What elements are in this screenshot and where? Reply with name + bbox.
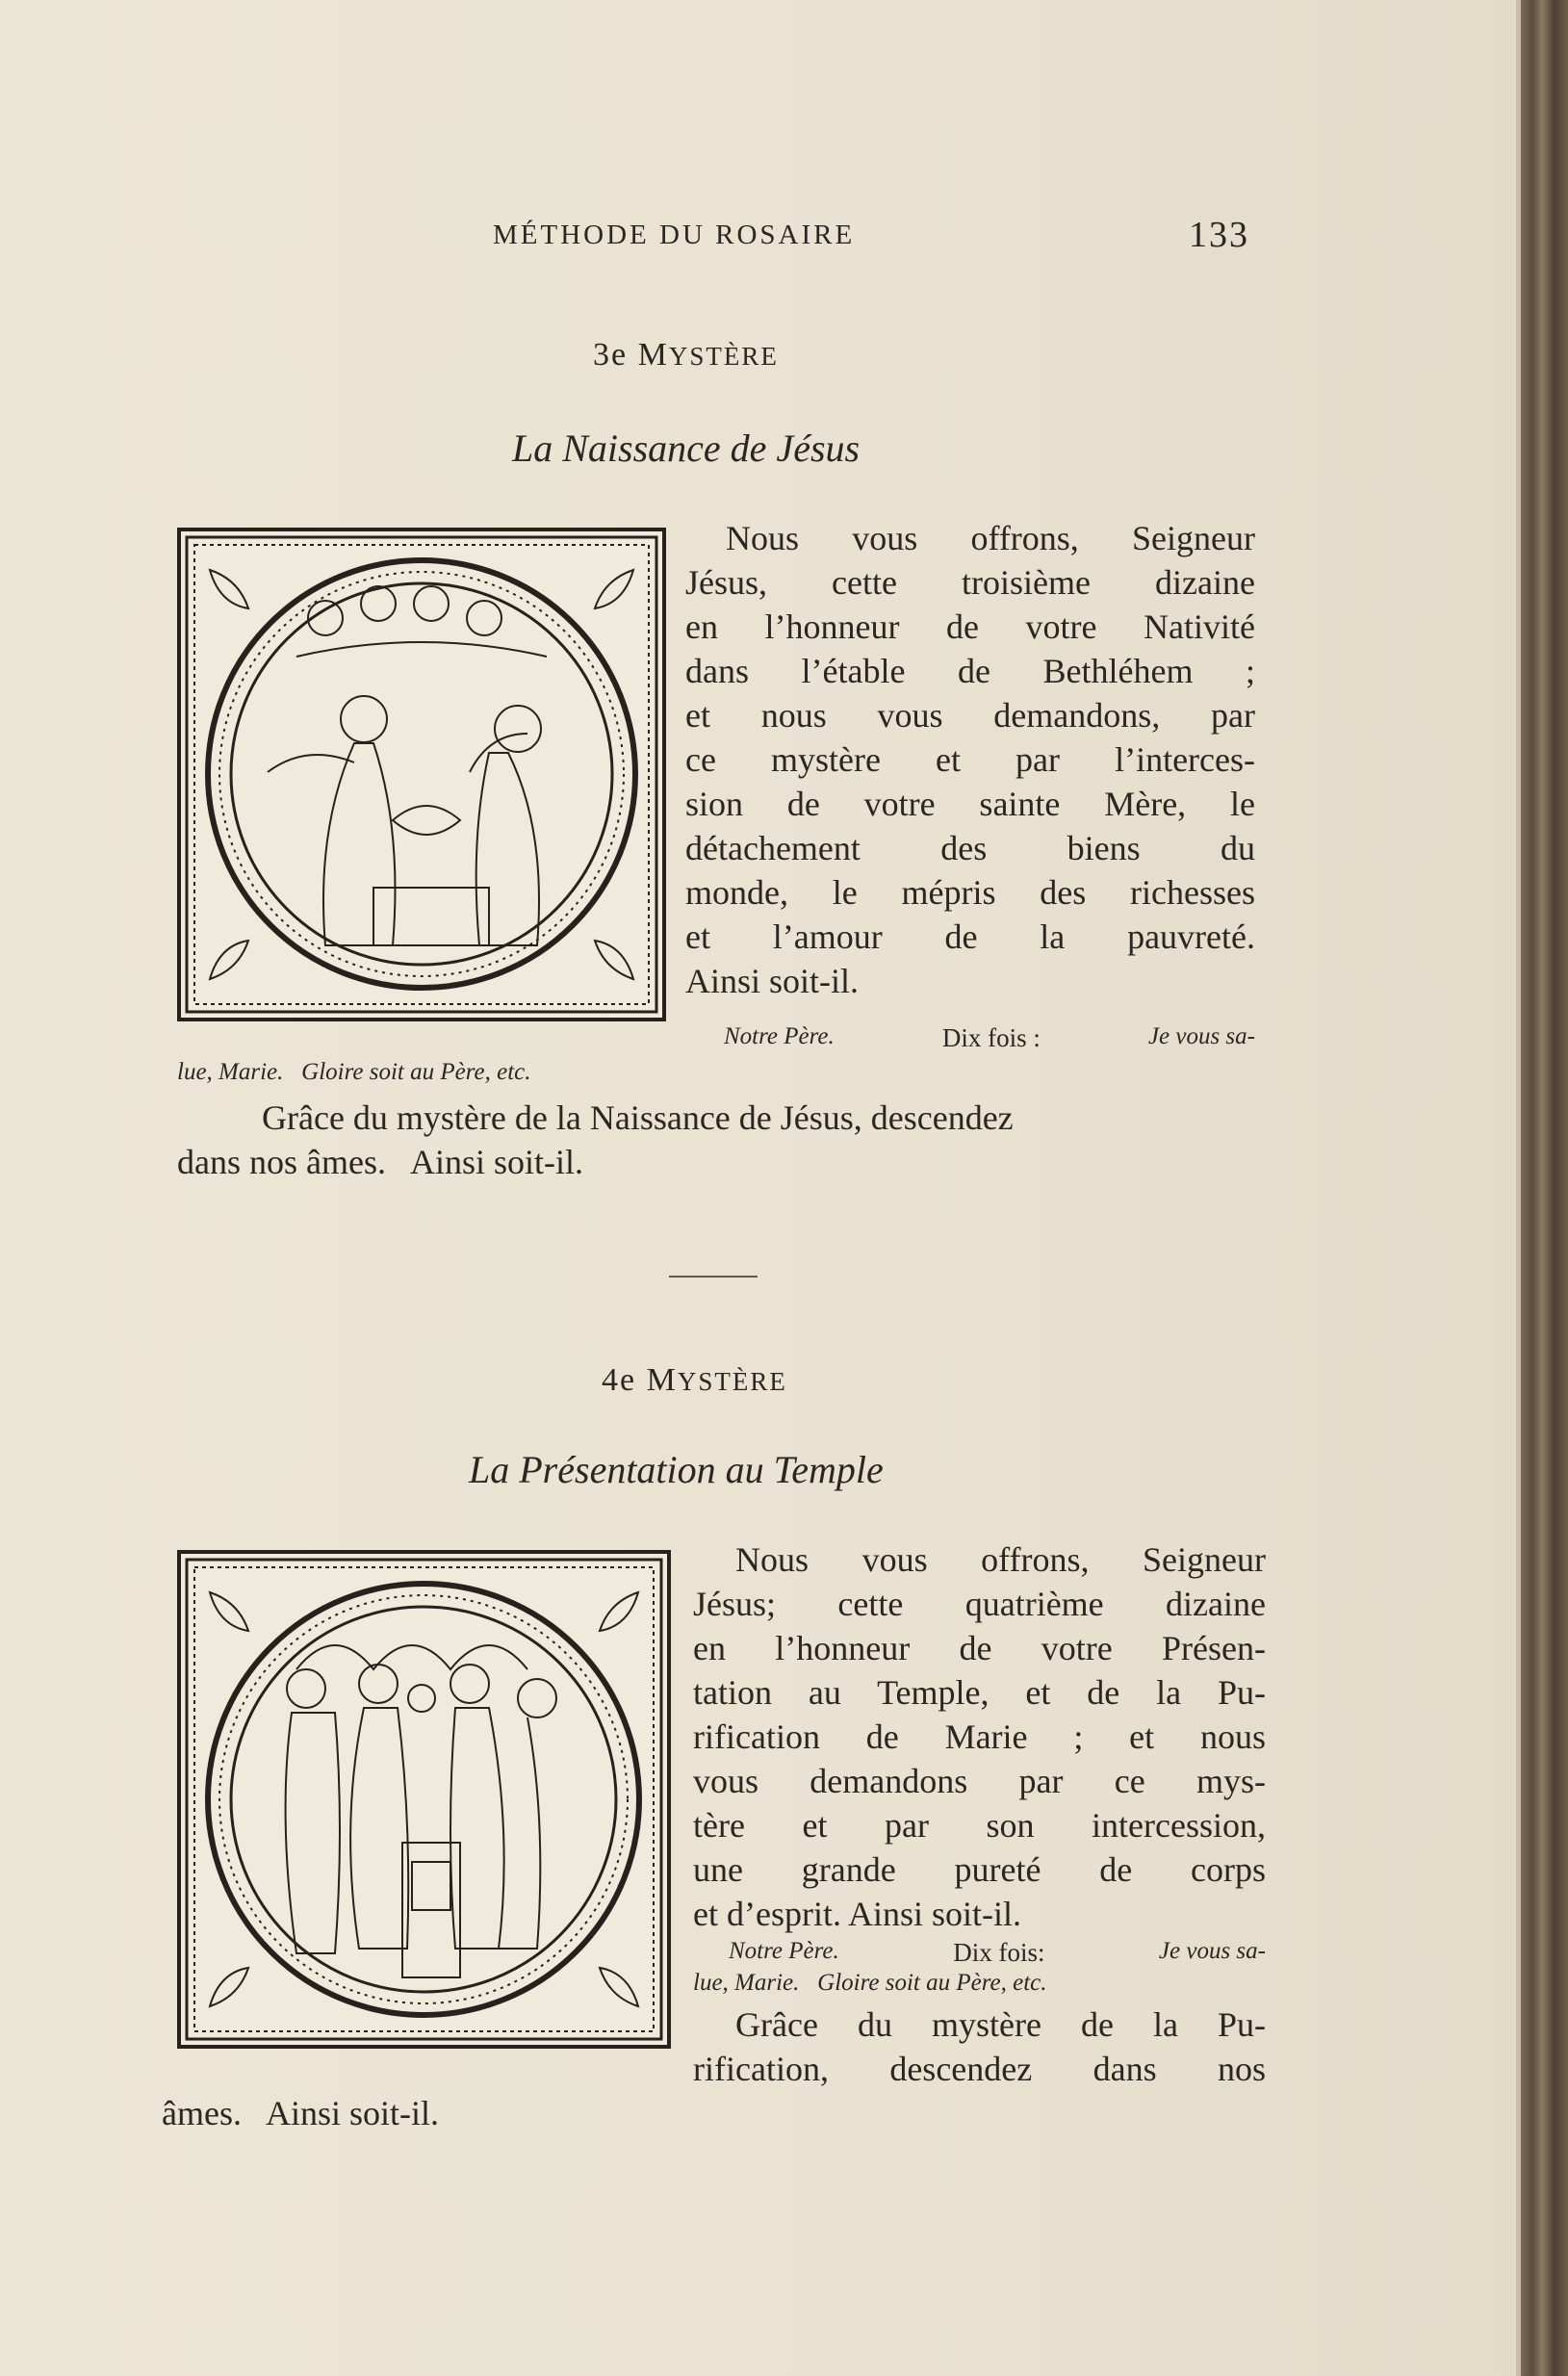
prayer-line: sion de votre sainte Mère, le — [685, 785, 1255, 823]
prayer-line: tère et par son intercession, — [693, 1806, 1266, 1845]
mystery-4-rubric-2: lue, Marie. Gloire soit au Père, etc. — [693, 1970, 1047, 1996]
presentation-woodcut — [177, 1550, 671, 2049]
prayer-line: en l’honneur de votre Nativité — [685, 607, 1255, 646]
page-number: 133 — [1189, 215, 1249, 255]
prayer-line: en l’honneur de votre Présen- — [693, 1629, 1266, 1667]
mystery-3-label: MYSTÈRE — [637, 337, 779, 373]
nativity-woodcut — [177, 528, 666, 1021]
prayer-line: détachement des biens du — [685, 829, 1255, 867]
prayer-line: Jésus, cette troisième dizaine — [685, 563, 1255, 602]
prayer-line: dans l’étable de Bethléhem ; — [685, 652, 1255, 690]
mystery-3-number: 3e — [593, 337, 629, 373]
mystery-4-label: MYSTÈRE — [646, 1362, 787, 1398]
mystery-3-rubric-2: lue, Marie. Gloire soit au Père, etc. — [177, 1059, 531, 1085]
prayer-line: rification de Marie ; et nous — [693, 1717, 1266, 1756]
mystery-4-prayer — [693, 1537, 1266, 1936]
prayer-line: une grande pureté de corps — [693, 1850, 1266, 1889]
prayer-line: ce mystère et par l’interces- — [685, 740, 1255, 779]
prayer-line: Nous vous offrons, Seigneur — [726, 519, 1255, 557]
prayer-line: Nous vous offrons, Seigneur — [735, 1540, 1266, 1579]
prayer-line: vous demandons par ce mys- — [693, 1762, 1266, 1800]
mystery-4-heading — [602, 1362, 787, 1399]
prayer-line: et l’amour de la pauvreté. — [685, 917, 1255, 956]
mystery-4-number: 4e — [602, 1362, 637, 1398]
prayer-line: et d’esprit. Ainsi soit-il. — [693, 1895, 1021, 1933]
mystery-3-title: La Naissance de Jésus — [512, 426, 861, 470]
mystery-4-title: La Présentation au Temple — [469, 1448, 884, 1491]
mystery-3-grace: Grâce du mystère de la Naissance de Jésus, descendez dans nos âmes. Ainsi soit-il. — [177, 1098, 1014, 1181]
mystery-3-prayer — [685, 516, 1255, 1003]
mystery-4-rubric-1: Notre Père. Dix fois: Je vous sa- — [729, 1938, 1266, 1967]
section-divider — [669, 1276, 758, 1278]
prayer-line: et nous vous demandons, par — [685, 696, 1255, 735]
mystery-4-grace: Grâce du mystère de la Pu- rification, descendez dans nos — [693, 2005, 1266, 2088]
book-edge — [1521, 0, 1568, 2376]
running-title: MÉTHODE DU ROSAIRE — [493, 220, 856, 250]
mystery-3-heading — [593, 337, 779, 374]
prayer-line: Jésus; cette quatrième dizaine — [693, 1585, 1266, 1623]
mystery-3-rubric-1: Notre Père. Dix fois : Je vous sa- — [724, 1023, 1255, 1052]
prayer-line: tation au Temple, et de la Pu- — [693, 1673, 1266, 1712]
prayer-line: monde, le mépris des richesses — [685, 873, 1255, 912]
prayer-line: Ainsi soit-il. — [685, 962, 860, 1000]
mystery-4-final-line: âmes. Ainsi soit-il. — [162, 2094, 439, 2132]
